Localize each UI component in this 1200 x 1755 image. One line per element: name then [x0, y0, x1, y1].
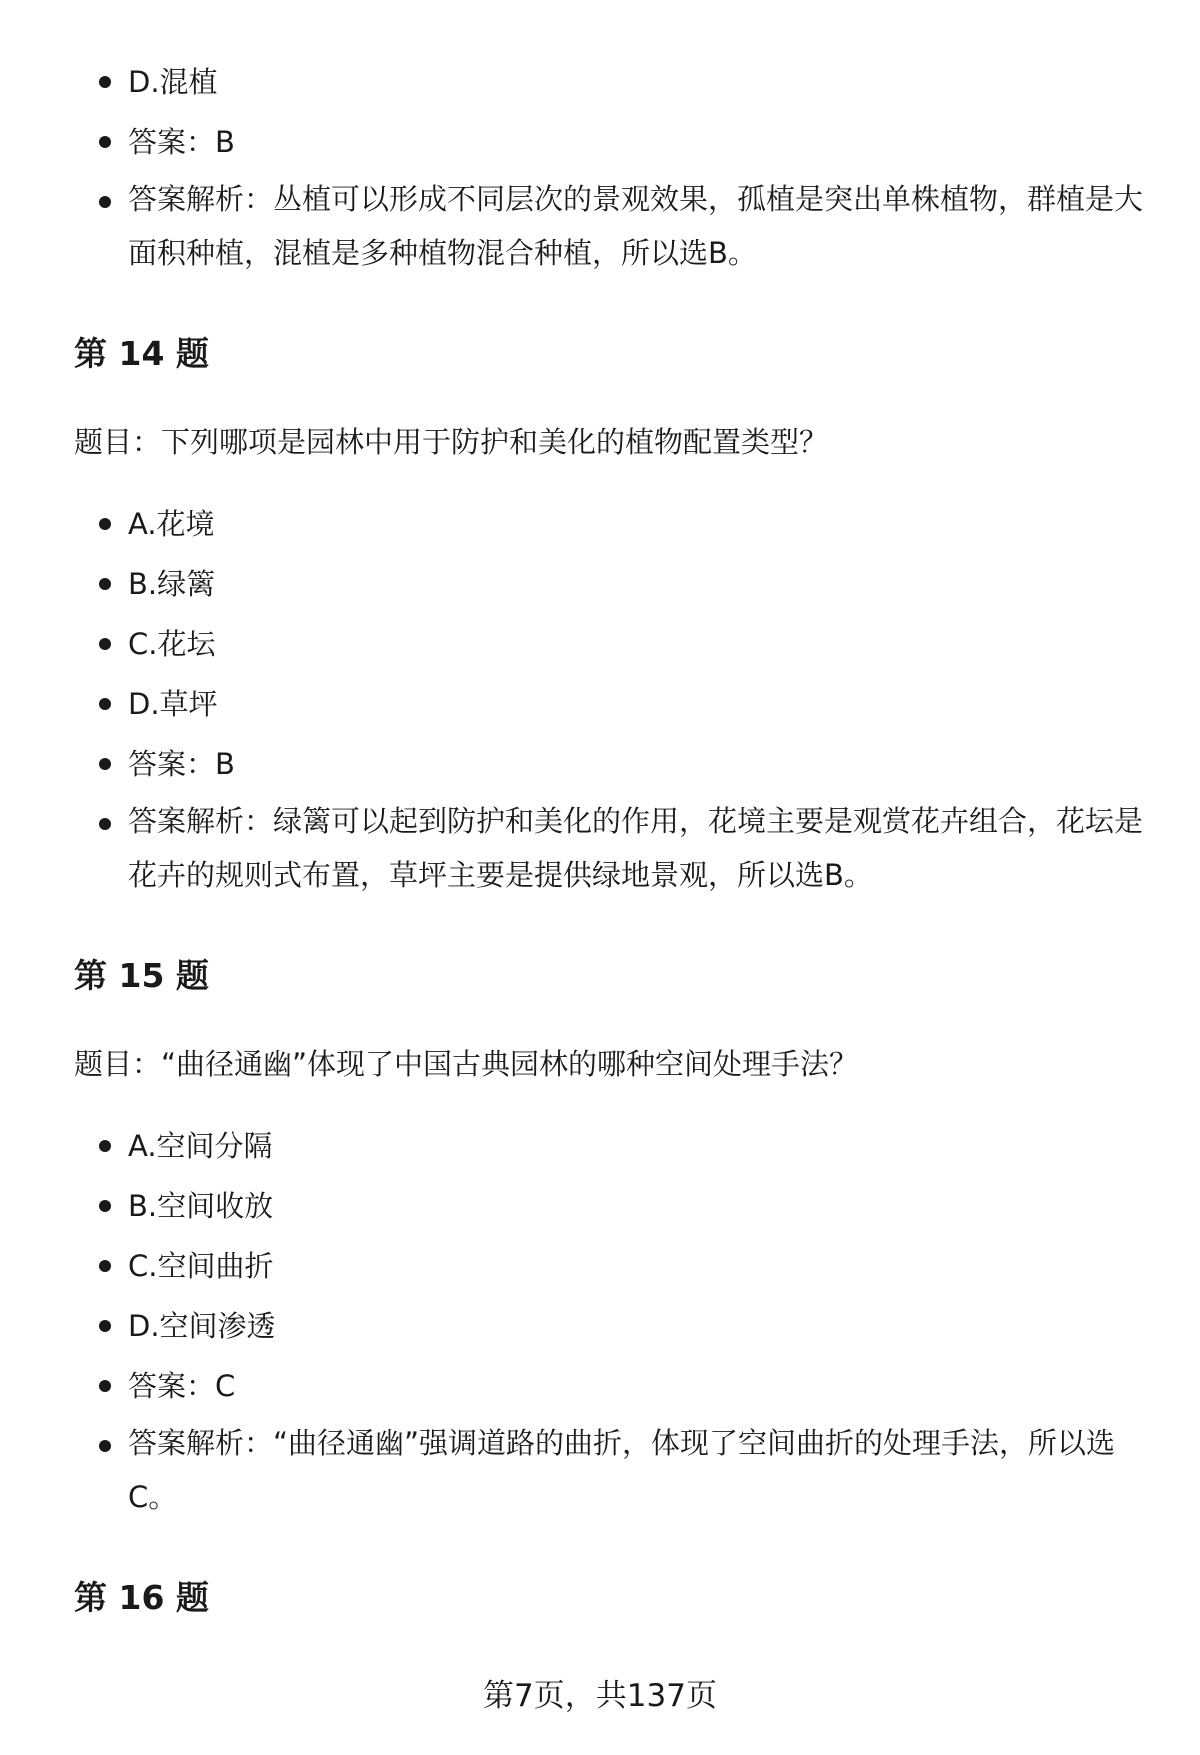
question-15-list — [74, 1116, 1144, 1524]
option-a: A.花境 — [74, 494, 1144, 554]
option-c: C.空间曲折 — [74, 1236, 1144, 1296]
option-d: D.空间渗透 — [74, 1296, 1144, 1356]
option-b: B.绿篱 — [74, 554, 1144, 614]
option-c: C.花坛 — [74, 614, 1144, 674]
question-14-heading: 第 14 题 — [74, 334, 209, 373]
option-a: A.空间分隔 — [74, 1116, 1144, 1176]
document-page — [74, 52, 1144, 1618]
answer-explanation: 答案解析：绿篱可以起到防护和美化的作用，花境主要是观赏花卉组合，花坛是花卉的规则式布置，草坪主要是提供绿地景观，所以选B。 — [74, 794, 1144, 902]
answer: 答案：B — [74, 734, 1144, 794]
answer: 答案：B — [74, 112, 1144, 172]
question-14-list — [74, 494, 1144, 902]
question-15-heading: 第 15 题 — [74, 956, 209, 995]
option-d: D.混植 — [74, 52, 1144, 112]
answer: 答案：C — [74, 1356, 1144, 1416]
option-b: B.空间收放 — [74, 1176, 1144, 1236]
answer-explanation: 答案解析：“曲径通幽”强调道路的曲折，体现了空间曲折的处理手法，所以选C。 — [74, 1416, 1144, 1524]
prev-question-list — [74, 52, 1144, 280]
page-footer: 第7页，共137页 — [483, 1678, 717, 1714]
question-14-text: 题目：下列哪项是园林中用于防护和美化的植物配置类型？ — [74, 425, 829, 459]
answer-explanation: 答案解析：丛植可以形成不同层次的景观效果，孤植是突出单株植物，群植是大面积种植，混植是多种植物混合种植，所以选B。 — [74, 172, 1144, 280]
question-16-heading: 第 16 题 — [74, 1578, 209, 1617]
question-15-text: 题目：“曲径通幽”体现了中国古典园林的哪种空间处理手法？ — [74, 1047, 859, 1081]
option-d: D.草坪 — [74, 674, 1144, 734]
